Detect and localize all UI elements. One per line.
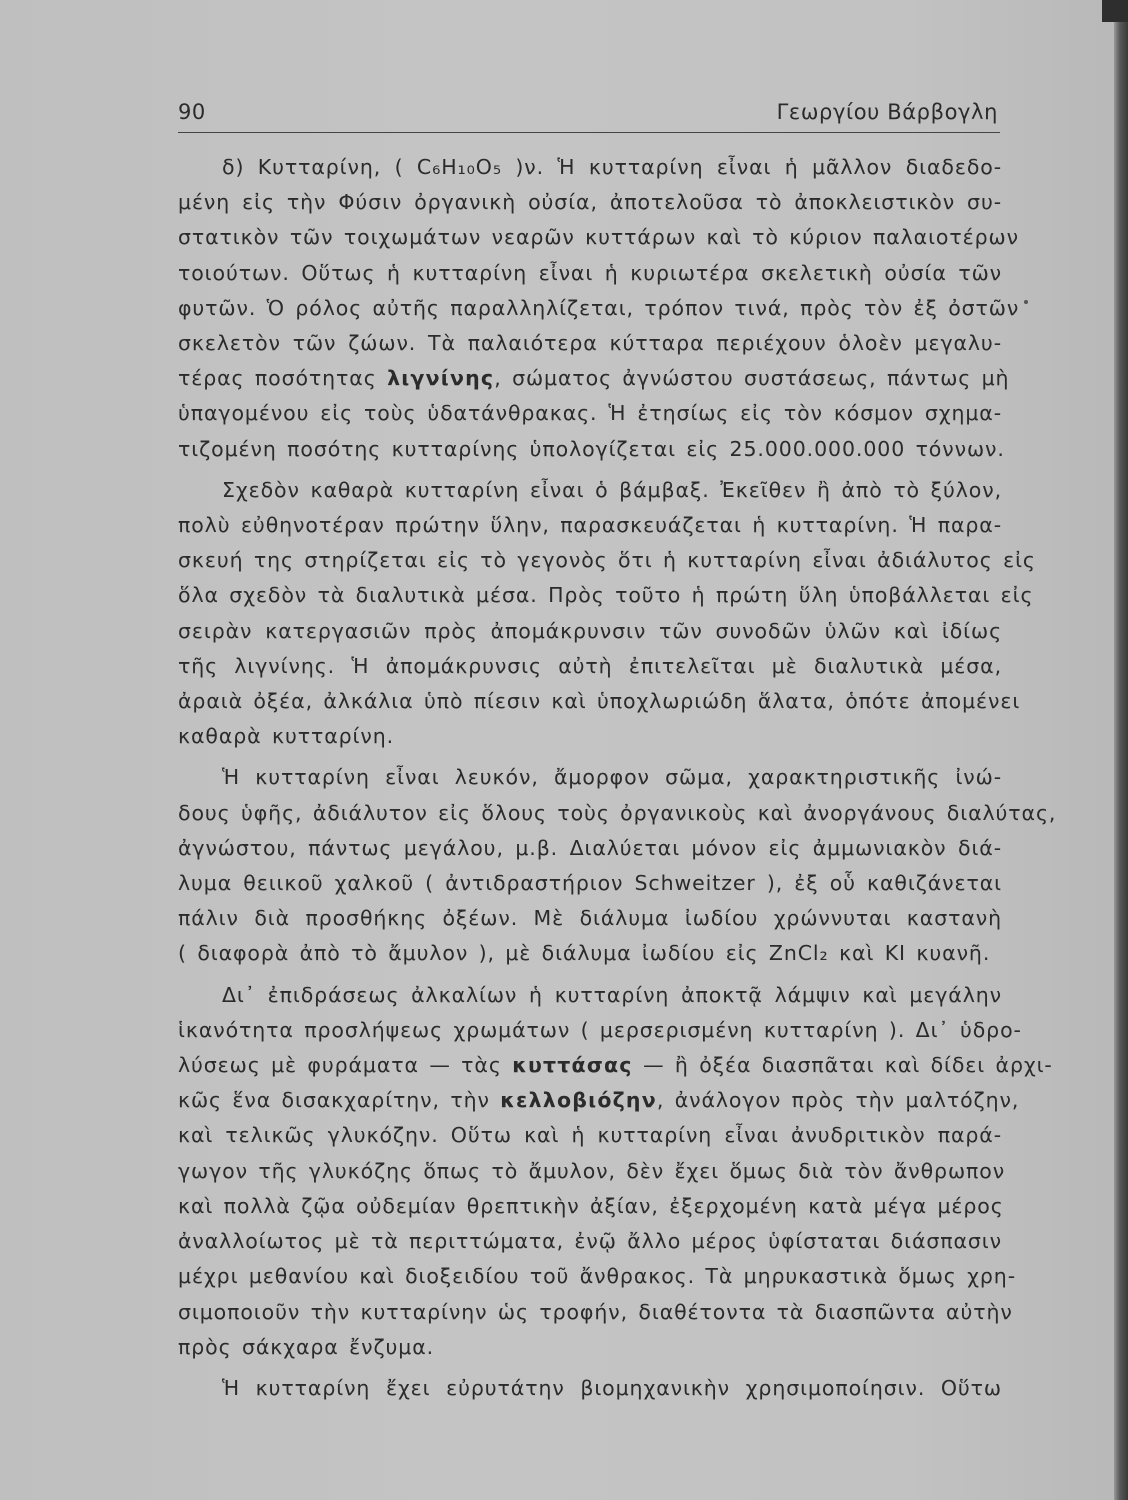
text-line: σκευή της στηρίζεται εἰς τὸ γεγονὸς ὅτι ἡ κυτταρίνη εἶναι ἀδιάλυτος εἰς — [178, 548, 1036, 573]
scan-corner-shadow — [1102, 0, 1128, 22]
text-line: πολὺ εὐθηνοτέραν πρώτην ὕλην, παρασκευάζεται ἡ κυτταρίνη. Ἡ παρα- — [178, 513, 1002, 538]
bold-term: κυττάσας — [512, 1053, 633, 1078]
text-line: ὅλα σχεδὸν τὰ διαλυτικὰ μέσα. Πρὸς τοῦτο ἡ πρώτη ὕλη ὑποβάλλεται εἰς — [178, 583, 1034, 608]
text-line: γωγον τῆς γλυκόζης ὅπως τὸ ἄμυλον, δὲν ἔχει ὅμως διὰ τὸν ἄνθρωπον — [178, 1158, 1006, 1183]
page-number: 90 — [178, 100, 206, 124]
running-head: Γεωργίου Βάρβογλη — [776, 100, 998, 124]
bold-term: κελλοβιόζην — [500, 1088, 657, 1113]
text-line: φυτῶν. Ὁ ρόλος αὐτῆς παραλληλίζεται, τρόπον τινά, πρὸς τὸν ἐξ ὀστῶν — [178, 295, 1020, 320]
text-line: κῶς ἕνα δισακχαρίτην, τὴν κελλοβιόζην, ἀνάλογον πρὸς τὴν μαλτόζην, — [178, 1088, 1020, 1113]
text-line: δ) Κυτταρίνη, ( C₆H₁₀O₅ )ν. Ἡ κυτταρίνη εἶναι ἡ μᾶλλον διαδεδο- — [222, 155, 1002, 179]
page-header — [178, 98, 1000, 133]
text-line: σιμοποιοῦν τὴν κυτταρίνην ὡς τροφήν, διαθέτοντα τὰ διασπῶντα αὐτὴν — [178, 1299, 1013, 1324]
text-line: Δι᾽ ἐπιδράσεως ἀλκαλίων ἡ κυτταρίνη ἀποκτᾷ λάμψιν καὶ μεγάλην — [222, 982, 1002, 1007]
text-line: καθαρὰ κυτταρίνη. — [178, 724, 395, 749]
paragraph — [178, 1371, 1002, 1406]
page-edge-shadow — [1114, 0, 1128, 1500]
text-line: πρὸς σάκχαρα ἔνζυμα. — [178, 1334, 435, 1359]
text-line: τοιούτων. Οὕτως ἡ κυτταρίνη εἶναι ἡ κυριωτέρα σκελετικὴ οὐσία τῶν — [178, 260, 1002, 285]
text-line: ( διαφορὰ ἀπὸ τὸ ἄμυλον ), μὲ διάλυμα ἰωδίου εἰς ZnCl₂ καὶ KI κυανῆ. — [178, 941, 991, 966]
text-line: Ἡ κυτταρίνη εἶναι λευκόν, ἄμορφον σῶμα, χαρακτηριστικῆς ἰνώ- — [222, 765, 1002, 790]
text-line: ἱκανότητα προσλήψεως χρωμάτων ( μερσερισμένη κυτταρίνη ). Δι᾽ ὑδρο- — [178, 1017, 1022, 1042]
text-line: ἀναλλοίωτος μὲ τὰ περιττώματα, ἐνῷ ἄλλο μέρος ὑφίσταται διάσπασιν — [178, 1229, 1002, 1254]
text-line: τιζομένη ποσότης κυτταρίνης ὑπολογίζεται εἰς 25.000.000.000 τόννων. — [178, 436, 1005, 461]
text-line: λυμα θειικοῦ χαλκοῦ ( ἀντιδραστήριον Schweitzer ), ἐξ οὗ καθιζάνεται — [178, 871, 1002, 896]
text-line: τέρας ποσότητας λιγνίνης, σώματος ἀγνώστου συστάσεως, πάντως μὴ — [178, 366, 1010, 391]
text-line: τῆς λιγνίνης. Ἡ ἀπομάκρυνσις αὐτὴ ἐπιτελεῖται μὲ διαλυτικὰ μέσα, — [178, 653, 1002, 678]
text-line: ἀραιὰ ὀξέα, ἀλκάλια ὑπὸ πίεσιν καὶ ὑποχλωριώδη ἅλατα, ὁπότε ἀπομένει — [178, 689, 1021, 714]
paragraph — [178, 760, 1057, 971]
text-line: Σχεδὸν καθαρὰ κυτταρίνη εἶναι ὁ βάμβαξ. Ἐκεῖθεν ἢ ἀπὸ τὸ ξύλον, — [222, 477, 1002, 502]
text-line: Ἡ κυτταρίνη ἔχει εὐρυτάτην βιομηχανικὴν χρησιμοποίησιν. Οὕτω — [222, 1375, 1002, 1400]
text-line: στατικὸν τῶν τοιχωμάτων νεαρῶν κυττάρων καὶ τὸ κύριον παλαιοτέρων — [178, 225, 1019, 250]
text-line: μένη εἰς τὴν Φύσιν ὀργανικὴ οὐσία, ἀποτελοῦσα τὸ ἀποκλειστικὸν συ- — [178, 190, 1002, 215]
text-line: σκελετὸν τῶν ζώων. Τὰ παλαιότερα κύτταρα περιέχουν ὁλοὲν μεγαλυ- — [178, 331, 1002, 356]
text-line: δους ὑφῆς, ἀδιάλυτον εἰς ὅλους τοὺς ὀργανικοὺς καὶ ἀνοργάνους διαλύτας, — [178, 800, 1057, 825]
print-speck — [1024, 300, 1028, 304]
text-line: σειρὰν κατεργασιῶν πρὸς ἀπομάκρυνσιν τῶν συνοδῶν ὑλῶν καὶ ἰδίως — [178, 618, 1002, 643]
text-line: πάλιν διὰ προσθήκης ὀξέων. Μὲ διάλυμα ἰωδίου χρώννυται καστανὴ — [178, 906, 1002, 931]
body-text — [178, 150, 1057, 1412]
text-line: ὑπαγομένου εἰς τοὺς ὑδατάνθρακας. Ἡ ἐτησίως εἰς τὸν κόσμον σχημα- — [178, 401, 1002, 426]
bold-term: λιγνίνης — [387, 366, 495, 391]
paragraph — [178, 473, 1036, 755]
text-line: ἀγνώστου, πάντως μεγάλου, μ.β. Διαλύεται μόνον εἰς ἀμμωνιακὸν διά- — [178, 835, 1002, 860]
text-line: λύσεως μὲ φυράματα — τὰς κυττάσας — ἢ ὀξέα διασπᾶται καὶ δίδει ἀρχι- — [178, 1053, 1053, 1078]
text-line: καὶ τελικῶς γλυκόζην. Οὕτω καὶ ἡ κυτταρίνη εἶναι ἀνυδριτικὸν παρά- — [178, 1123, 1002, 1148]
paragraph — [178, 150, 1020, 467]
text-line: καὶ πολλὰ ζῷα οὐδεμίαν θρεπτικὴν ἀξίαν, ἐξερχομένη κατὰ μέγα μέρος — [178, 1193, 1004, 1218]
text-line: μέχρι μεθανίου καὶ διοξειδίου τοῦ ἄνθρακος. Τὰ μηρυκαστικὰ ὅμως χρη- — [178, 1264, 1017, 1289]
paragraph — [178, 978, 1053, 1365]
